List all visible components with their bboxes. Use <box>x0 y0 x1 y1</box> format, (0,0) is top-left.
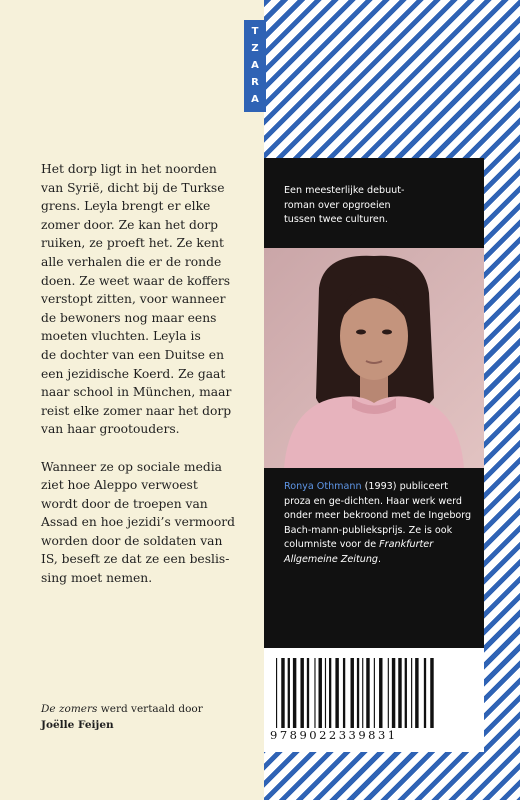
barcode-bar <box>398 658 401 728</box>
barcode-bar <box>319 658 322 728</box>
barcode-bar <box>411 658 412 728</box>
bio-text: publiceert proza en ge-dichten. Haar werk werd onder meer bekroond met de Ingeborg Bach-mann-publieksprijs. Ze is ook columniste voor de <box>284 481 472 550</box>
barcode-bar <box>307 658 309 728</box>
barcode-bar <box>366 658 369 728</box>
author-bio <box>284 480 474 567</box>
blurb-paragraph: Het dorp ligt in het noorden van Syrië, dicht bij de Turkse grens. Leyla brengt er elke zomer door. Ze kan het dorp ruiken, ze proeft het. Ze kent alle verhalen die er de ronde doen. Ze weet waar de koffers verstopt zitten, voor wanneer de bewoners nog maar eens moeten vluchten. Leyla is de dochter van een Duitse en een jezidische Koerd. Ze gaat naar school in München, maar reist elke zomer naar het dorp van haar grootouders. <box>41 162 232 437</box>
barcode-bar <box>343 658 345 728</box>
barcode-bar <box>392 658 395 728</box>
tagline: Een meesterlijke debuut- roman over opgroeien tussen twee culturen. <box>284 185 405 225</box>
isbn-number: 9789022339831 <box>270 728 398 742</box>
barcode-bar <box>415 658 418 728</box>
newspaper-name: Frankfurter Allgemeine Zeitung <box>284 539 434 565</box>
blurb-text <box>41 160 271 606</box>
barcode <box>272 658 482 728</box>
barcode-bar <box>374 658 375 728</box>
barcode-bar <box>335 658 338 728</box>
barcode-bar <box>405 658 407 728</box>
logo-letter: T <box>251 26 259 37</box>
book-title: De zomers <box>41 703 98 715</box>
barcode-bar <box>357 658 359 728</box>
barcode-bar <box>424 658 426 728</box>
logo-letter: A <box>251 60 259 71</box>
logo-letter: A <box>251 94 259 105</box>
blurb-paragraph: Wanneer ze op sociale media ziet hoe Aleppo verwoest wordt door de troepen van Assad en hoe jezidi’s vermoord worden door de soldaten van IS, beseft ze dat ze een beslis- sing moet nemen. <box>41 459 235 586</box>
barcode-bar <box>293 658 296 728</box>
logo-letter: Z <box>251 43 259 54</box>
barcode-area <box>264 648 484 752</box>
barcode-bar <box>314 658 315 728</box>
publisher-logo <box>244 20 266 112</box>
translator-name: Joëlle Feijen <box>41 719 114 731</box>
barcode-bar <box>362 658 363 728</box>
author-bio-panel <box>264 468 484 648</box>
barcode-bar <box>281 658 284 728</box>
author-birth-year: (1993) <box>361 481 397 492</box>
barcode-bar <box>325 658 326 728</box>
tagline-panel <box>264 158 484 248</box>
barcode-bar <box>288 658 290 728</box>
barcode-bar <box>388 658 389 728</box>
translator-credit <box>41 701 261 733</box>
credit-text: werd vertaald door <box>97 703 203 715</box>
bio-end: . <box>377 553 382 565</box>
barcode-bar <box>430 658 433 728</box>
barcode-bar <box>300 658 303 728</box>
barcode-bar <box>276 658 277 728</box>
barcode-bar <box>379 658 382 728</box>
barcode-bar <box>351 658 354 728</box>
author-name: Ronya Othmann <box>284 481 362 492</box>
author-photo <box>264 248 484 468</box>
barcode-bar <box>329 658 331 728</box>
logo-letter: R <box>251 77 259 88</box>
